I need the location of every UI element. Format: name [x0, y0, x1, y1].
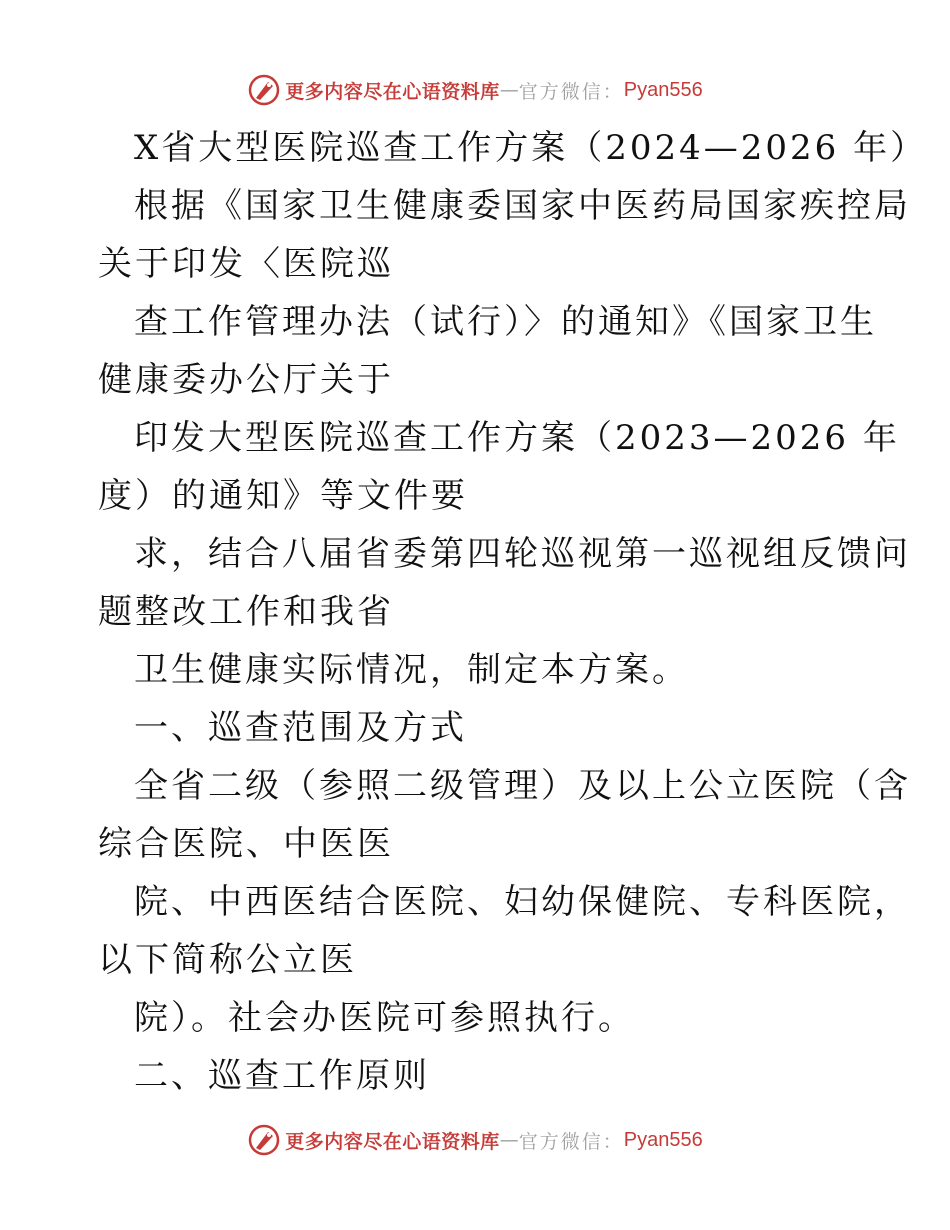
watermark-separator: —	[499, 79, 519, 101]
paragraph-line: 关于印发〈医院巡	[98, 244, 394, 284]
watermark-official-label: 官方微信：	[518, 1130, 624, 1153]
watermark-brand-text: 更多内容尽在心语资料库	[285, 80, 500, 103]
paragraph-line: 印发大型医院巡查工作方案（2023—2026 年	[134, 418, 900, 458]
document-title: X省大型医院巡查工作方案（2024—2026 年）	[134, 128, 928, 168]
watermark-wechat-id: Pyan556	[623, 78, 703, 101]
paragraph-line: 求，结合八届省委第四轮巡视第一巡视组反馈问	[134, 534, 911, 574]
paragraph-line: 院、中西医结合医院、妇幼保健院、专科医院，	[134, 882, 911, 922]
paragraph-line: 卫生健康实际情况，制定本方案。	[134, 650, 689, 690]
paragraph-line: 查工作管理办法（试行）〉的通知》《国家卫生	[134, 302, 877, 342]
section-heading: 二、巡查工作原则	[134, 1056, 430, 1096]
watermark-official-label: 官方微信：	[518, 80, 624, 103]
paragraph-line: 院）。社会办医院可参照执行。	[134, 998, 635, 1038]
watermark-separator: —	[499, 1129, 519, 1151]
paragraph-line: 健康委办公厅关于	[98, 360, 394, 400]
paragraph-line: 综合医院、中医医	[98, 824, 394, 864]
watermark-wechat-id: Pyan556	[623, 1128, 703, 1151]
paragraph-line: 全省二级（参照二级管理）及以上公立医院（含	[134, 766, 911, 806]
pen-nib-circle-logo-icon	[247, 1123, 281, 1157]
paragraph-line: 度）的通知》等文件要	[98, 476, 468, 516]
watermark-banner-bottom	[0, 1120, 950, 1160]
section-heading: 一、巡查范围及方式	[134, 708, 467, 748]
watermark-brand-text: 更多内容尽在心语资料库	[285, 1130, 500, 1153]
paragraph-line: 根据《国家卫生健康委国家中医药局国家疾控局	[134, 186, 911, 226]
paragraph-line: 题整改工作和我省	[98, 592, 394, 632]
paragraph-line: 以下简称公立医	[98, 940, 357, 980]
